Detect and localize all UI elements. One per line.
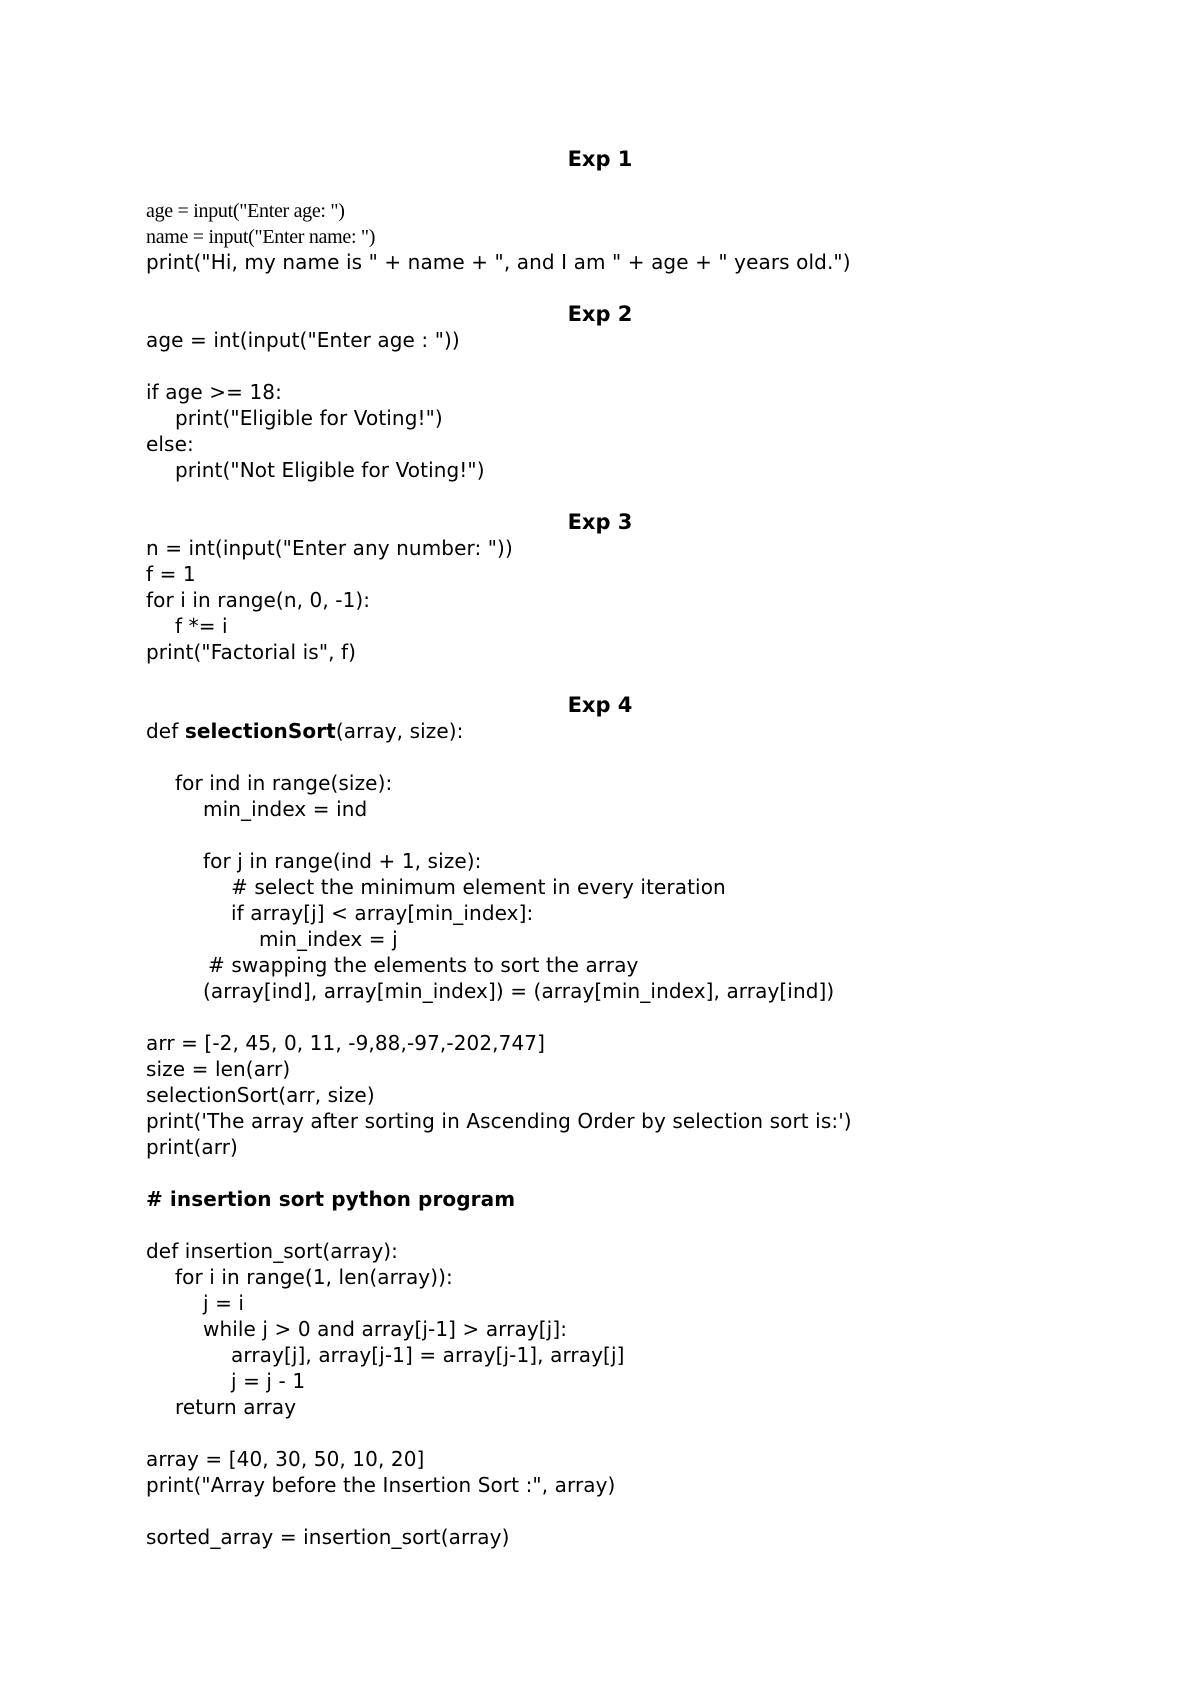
code-line: print("Hi, my name is " + name + ", and I am " + age + " years old.") [146, 250, 851, 274]
code-line: age = int(input("Enter age : ")) [146, 328, 460, 352]
code-comment: # swapping the elements to sort the array [208, 953, 639, 977]
code-line: j = j - 1 [231, 1369, 306, 1393]
code-line: for j in range(ind + 1, size): [203, 849, 482, 873]
code-line: array = [40, 30, 50, 10, 20] [146, 1447, 425, 1471]
code-line: f *= i [175, 614, 228, 638]
code-line: (array[ind], array[min_index]) = (array[min_index], array[ind]) [203, 979, 835, 1003]
code-line: j = i [203, 1291, 245, 1315]
code-line: print("Factorial is", f) [146, 640, 357, 664]
code-comment: # select the minimum element in every iteration [231, 875, 726, 899]
def-keyword: def [146, 719, 185, 743]
code-line: min_index = j [259, 927, 398, 951]
code-line: age = input("Enter age: ") [146, 200, 345, 222]
exp4-heading: Exp 4 [567, 693, 633, 717]
code-line: if age >= 18: [146, 380, 282, 404]
code-line: if array[j] < array[min_index]: [231, 901, 534, 925]
code-line: for i in range(n, 0, -1): [146, 588, 371, 612]
code-line: print('The array after sorting in Ascending Order by selection sort is:') [146, 1109, 852, 1133]
function-name: selectionSort [184, 719, 336, 743]
code-line: for ind in range(size): [175, 771, 393, 795]
code-line: arr = [-2, 45, 0, 11, -9,88,-97,-202,747] [146, 1031, 546, 1055]
code-line: name = input("Enter name: ") [146, 226, 376, 248]
code-line-def [146, 718, 464, 744]
code-line: min_index = ind [203, 797, 368, 821]
code-line: while j > 0 and array[j-1] > array[j]: [203, 1317, 568, 1341]
exp3-heading: Exp 3 [567, 510, 633, 534]
code-line: array[j], array[j-1] = array[j-1], array[j] [231, 1343, 625, 1367]
section-comment-heading: # insertion sort python program [146, 1187, 516, 1211]
code-line: size = len(arr) [146, 1057, 291, 1081]
code-line: for i in range(1, len(array)): [175, 1265, 453, 1289]
code-line: n = int(input("Enter any number: ")) [146, 536, 513, 560]
code-line: print("Array before the Insertion Sort :", array) [146, 1473, 616, 1497]
exp1-heading: Exp 1 [567, 147, 633, 171]
exp2-heading: Exp 2 [567, 302, 633, 326]
code-line: sorted_array = insertion_sort(array) [146, 1525, 510, 1549]
code-line: def insertion_sort(array): [146, 1239, 398, 1263]
code-line: print(arr) [146, 1135, 238, 1159]
code-line: return array [175, 1395, 297, 1419]
code-line: print("Eligible for Voting!") [175, 406, 443, 430]
code-line: else: [146, 432, 194, 456]
def-params: (array, size): [335, 719, 464, 743]
code-line: print("Not Eligible for Voting!") [175, 458, 485, 482]
code-line: f = 1 [146, 562, 196, 586]
code-line: selectionSort(arr, size) [146, 1083, 375, 1107]
